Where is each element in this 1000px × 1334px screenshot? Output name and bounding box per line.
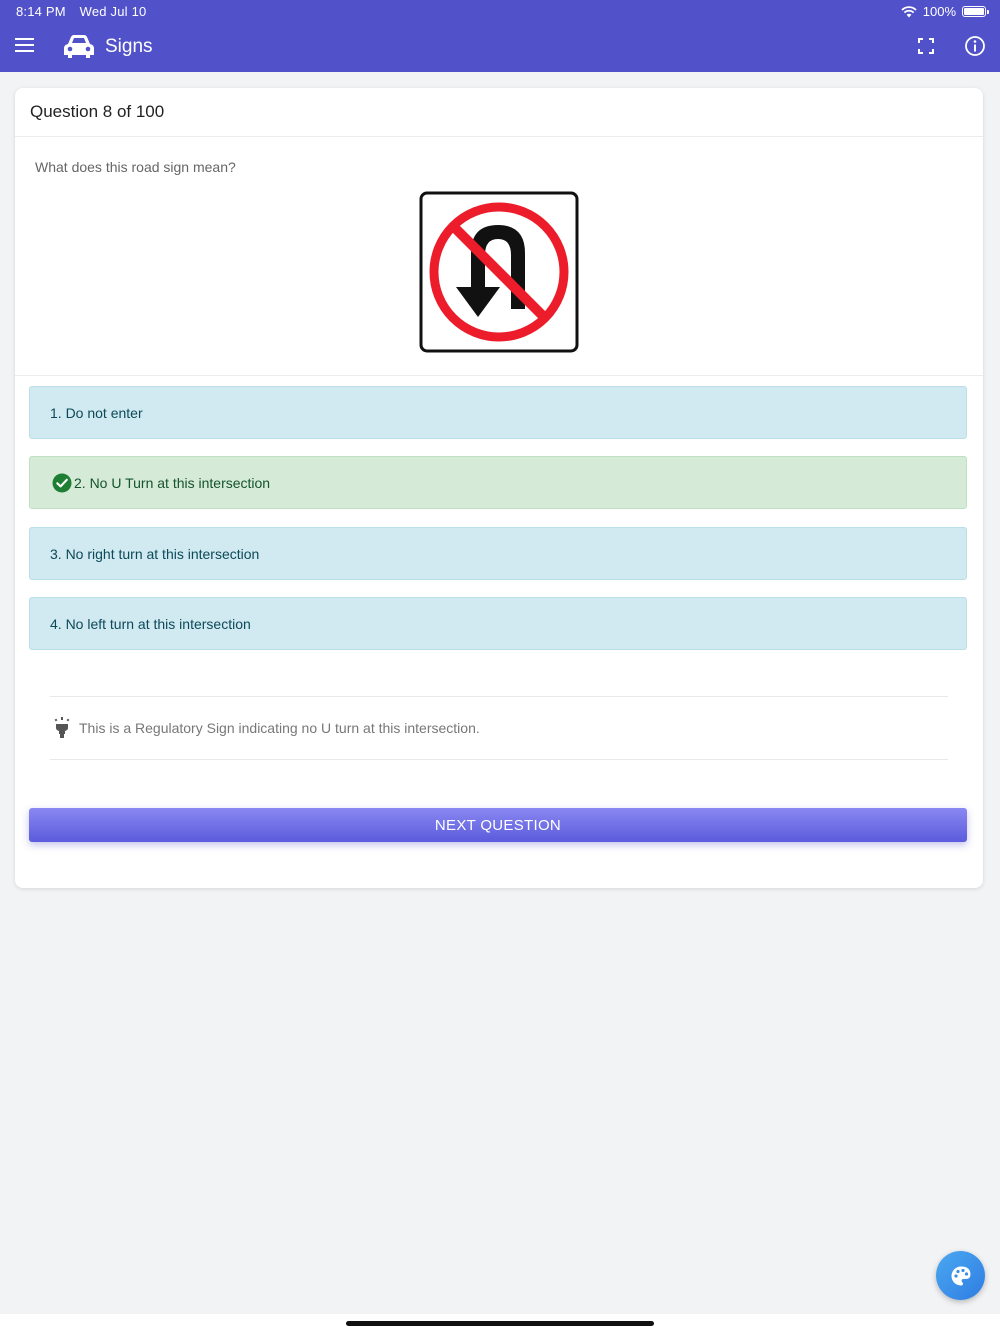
info-icon[interactable] [964,35,986,62]
battery-icon [962,6,986,17]
lightbulb-icon [53,717,71,739]
fullscreen-icon[interactable] [917,37,935,60]
question-prompt: What does this road sign mean? [35,159,236,175]
question-card [15,88,983,888]
hamburger-menu-icon[interactable] [14,36,36,56]
next-question-button[interactable]: NEXT QUESTION [29,808,967,842]
explanation-text: This is a Regulatory Sign indicating no U turn at this intersection. [79,720,480,736]
answer-option-3[interactable] [29,527,967,580]
car-icon [62,32,96,65]
explanation [50,696,948,760]
answer-label: 2. No U Turn at this intersection [74,474,271,491]
answer-label: 3. No right turn at this intersection [50,545,260,562]
theme-palette-button[interactable] [936,1251,985,1300]
answer-option-2[interactable] [29,456,967,509]
answer-option-1[interactable] [29,386,967,439]
status-time: 8:14 PM [16,4,66,19]
home-indicator[interactable] [346,1321,654,1326]
app-title: Signs [105,36,153,57]
app-header [0,0,1000,72]
answer-option-4[interactable] [29,597,967,650]
card-header [15,88,983,137]
battery-level [964,8,984,15]
battery-percent: 100% [922,4,956,19]
no-u-turn-sign [419,191,579,358]
check-circle-icon [52,473,72,493]
palette-icon [950,1265,972,1287]
question-counter: Question 8 of 100 [30,102,165,121]
status-bar-right [901,4,986,19]
status-date: Wed Jul 10 [79,4,147,19]
divider [15,375,983,376]
status-bar-left [16,4,156,19]
answer-label: 4. No left turn at this intersection [50,615,251,632]
answer-label: 1. Do not enter [50,404,143,421]
wifi-icon [901,6,917,18]
